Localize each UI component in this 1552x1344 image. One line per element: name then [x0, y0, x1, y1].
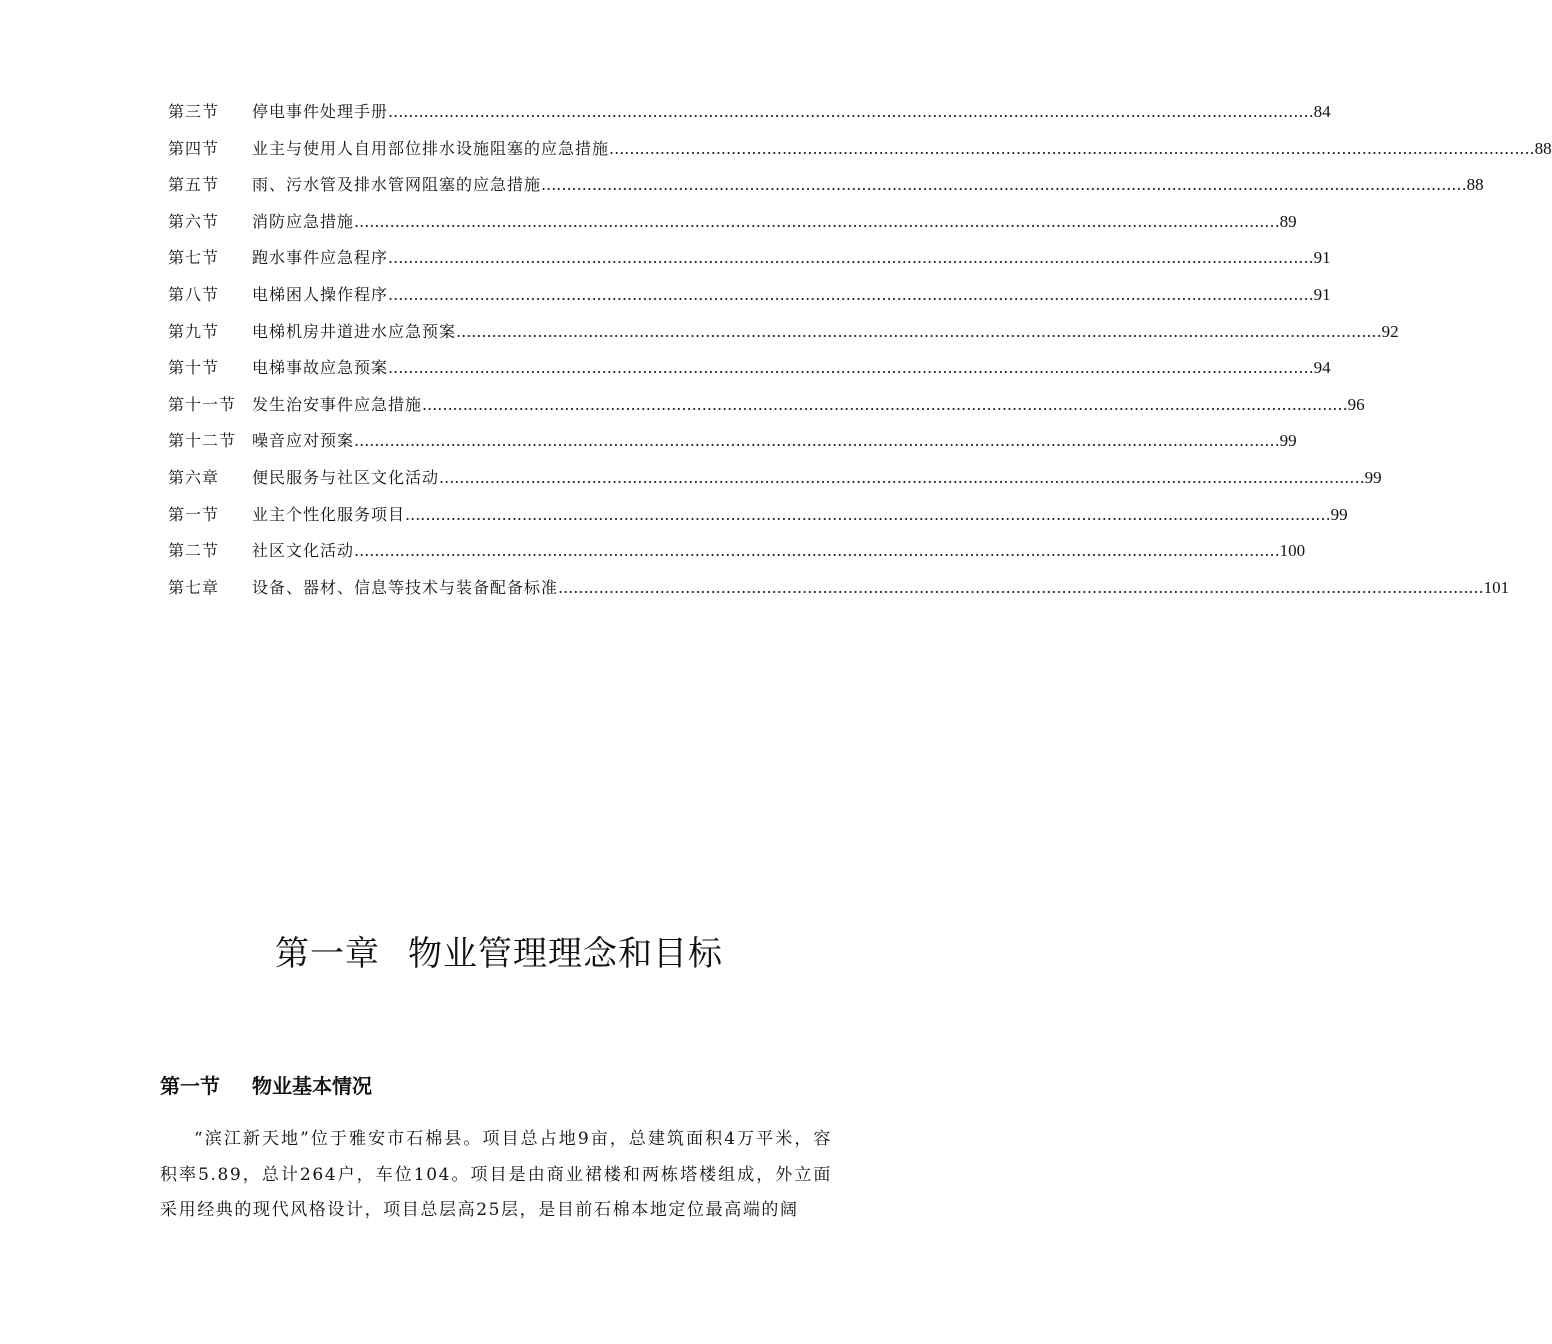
toc-entry-page: 101	[1483, 577, 1510, 597]
toc-entry[interactable]	[168, 537, 1306, 574]
toc-entry[interactable]	[168, 501, 1348, 538]
toc-entry[interactable]	[168, 464, 1382, 501]
toc-dot-leader: ......................................................................................................................................................................................	[609, 138, 1535, 158]
toc-entry-title: 雨、污水管及排水管网阻塞的应急措施	[252, 175, 542, 195]
toc-dot-leader: ......................................................................................................................................................................................	[388, 102, 1314, 121]
toc-entry[interactable]	[168, 135, 1552, 172]
toc-dot-leader: ......................................................................................................................................................................................	[405, 504, 1331, 524]
toc-entry-number: 第十一节	[168, 394, 237, 414]
toc-dot-leader: ......................................................................................................................................................................................	[354, 211, 1280, 231]
toc-dot-leader: ......................................................................................................................................................................................	[558, 577, 1484, 597]
toc-entry-number: 第一节	[168, 504, 220, 524]
toc-entry-number: 第五节	[168, 175, 220, 195]
toc-entry-page: 91	[1313, 284, 1331, 304]
toc-dot-leader: ......................................................................................................................................................................................	[354, 541, 1280, 561]
toc-entry[interactable]	[168, 171, 1484, 208]
toc-entry-title: 停电事件处理手册	[252, 102, 389, 121]
toc-entry-number: 第七章	[168, 577, 220, 597]
toc-entry[interactable]	[168, 208, 1297, 245]
body-paragraph: “滨江新天地”位于雅安市石棉县。项目总占地9亩，总建筑面积4万平米，容积率5.89，总计264户，车位104。项目是由商业裙楼和两栋塔楼组成，外立面采用经典的现代风格设计，项目总层高25层，是目前石棉本地定位最高端的阔	[160, 1129, 832, 1220]
toc-entry-title: 业主与使用人自用部位排水设施阻塞的应急措施	[252, 138, 610, 158]
toc-entry[interactable]	[168, 391, 1365, 428]
toc-entry-page: 99	[1279, 431, 1297, 451]
toc-entry-number: 第七节	[168, 248, 220, 268]
toc-entry-title: 业主个性化服务项目	[252, 504, 406, 524]
toc-entry-number: 第十二节	[168, 431, 237, 451]
toc-dot-leader: ......................................................................................................................................................................................	[388, 358, 1314, 378]
toc-entry-page: 94	[1313, 358, 1331, 378]
chapter-title	[0, 926, 998, 975]
toc-entry-page: 100	[1279, 541, 1306, 561]
toc-entry-page: 99	[1364, 467, 1382, 487]
toc-entry[interactable]	[168, 427, 1297, 464]
table-of-contents	[168, 98, 1552, 610]
toc-entry-title: 发生治安事件应急措施	[252, 394, 423, 414]
toc-entry-number: 第二节	[168, 541, 220, 561]
toc-dot-leader: ......................................................................................................................................................................................	[541, 175, 1467, 195]
toc-entry-number: 第六节	[168, 211, 220, 231]
toc-entry[interactable]	[168, 318, 1399, 355]
toc-entry[interactable]	[168, 244, 1331, 281]
toc-entry-page: 91	[1313, 248, 1331, 268]
section-name: 物业基本情况	[252, 1074, 372, 1098]
toc-entry-number: 第三节	[168, 102, 220, 121]
toc-entry-title: 噪音应对预案	[252, 431, 355, 451]
toc-entry-title: 跑水事件应急程序	[252, 248, 389, 268]
toc-entry-number: 第八节	[168, 284, 220, 304]
toc-entry-number: 第四节	[168, 138, 220, 158]
toc-dot-leader: ......................................................................................................................................................................................	[456, 321, 1382, 341]
chapter-number: 第一章	[275, 934, 380, 974]
toc-entry-page: 88	[1534, 138, 1552, 158]
toc-entry-page: 88	[1466, 175, 1484, 195]
toc-entry-title: 便民服务与社区文化活动	[252, 467, 440, 487]
toc-entry[interactable]	[168, 281, 1331, 318]
toc-entry-title: 社区文化活动	[252, 541, 355, 561]
toc-entry-title: 电梯事故应急预案	[252, 358, 389, 378]
toc-dot-leader: ......................................................................................................................................................................................	[422, 394, 1348, 414]
toc-dot-leader: ......................................................................................................................................................................................	[439, 467, 1365, 487]
toc-entry[interactable]	[168, 354, 1331, 391]
toc-entry-page: 84	[1313, 102, 1331, 121]
toc-entry-title: 电梯机房井道进水应急预案	[252, 321, 457, 341]
toc-dot-leader: ......................................................................................................................................................................................	[388, 284, 1314, 304]
toc-dot-leader: ......................................................................................................................................................................................	[388, 248, 1314, 268]
chapter-name: 物业管理理念和目标	[408, 934, 723, 974]
toc-dot-leader: ......................................................................................................................................................................................	[354, 431, 1280, 451]
toc-entry-page: 89	[1279, 211, 1297, 231]
toc-entry-page: 99	[1330, 504, 1348, 524]
toc-entry-number: 第六章	[168, 467, 220, 487]
toc-entry-number: 第九节	[168, 321, 220, 341]
toc-entry-title: 设备、器材、信息等技术与装备配备标准	[252, 577, 559, 597]
toc-entry-page: 96	[1347, 394, 1365, 414]
section-number: 第一节	[160, 1074, 220, 1098]
toc-entry-title: 电梯困人操作程序	[252, 284, 389, 304]
toc-entry-number: 第十节	[168, 358, 220, 378]
section-heading	[160, 1070, 372, 1099]
toc-entry-title: 消防应急措施	[252, 211, 355, 231]
toc-entry[interactable]	[168, 98, 1331, 135]
toc-entry-page: 92	[1381, 321, 1399, 341]
toc-entry[interactable]	[168, 574, 1510, 611]
